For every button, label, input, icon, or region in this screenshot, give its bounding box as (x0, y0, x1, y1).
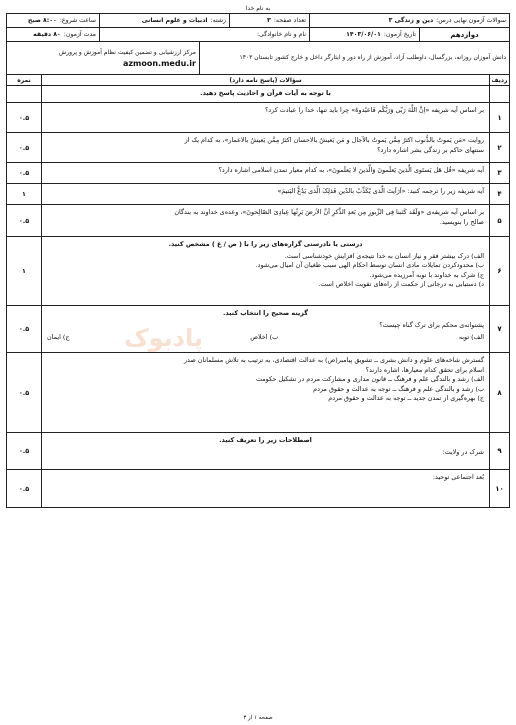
organization-website: azmoon.medu.ir (122, 58, 196, 68)
pages-label: تعداد صفحه: (273, 17, 306, 24)
questions-table-header (7, 75, 509, 86)
questions-body (7, 86, 509, 507)
question-number (489, 86, 509, 102)
answer-option[interactable]: ب) اخلاص (250, 333, 279, 341)
question-text-line: ج) بهره‌گیری از تمدن جدید ــ توجه به عدالت و حقوق مردم (328, 394, 484, 402)
section-instruction: درستی یا نادرستی گزاره‌های زیر را با ( ص / غ ) مشخص کنید. (168, 240, 363, 248)
question-text-line: پشتوانه‌ی محکم برای ترک گناه چیست؟ (379, 320, 484, 329)
question-text-line: سنتهای حاکم بر زندگی بشر اشاره دارد؟ (377, 145, 484, 154)
question-score: ۱ (22, 267, 26, 275)
question-number: ۸ (489, 353, 509, 432)
answer-option[interactable]: ج) ایمان (47, 333, 70, 341)
question-row (7, 133, 509, 163)
question-text-line: گسترش شاخه‌های علوم و دانش بشری ــ تشویق پیامبر(ص) به عدالت اقتصادی، به ترتیب به تلاش مسلمانان صدر (183, 356, 484, 364)
date-value: ۱۴۰۳/۰۶/۰۱ (346, 31, 381, 38)
question-row (7, 353, 509, 433)
answer-option[interactable]: الف) توبه (458, 333, 484, 341)
pages-value: ۳ (267, 17, 271, 24)
question-text-line: د) دستیابی به درجاتی از حکمت از راه‌های تقویت اخلاص است. (318, 280, 484, 288)
question-score: ۰.۵ (18, 447, 30, 455)
question-body (41, 86, 489, 102)
header-score: نمره (17, 76, 31, 84)
question-text-line: صالح را بنویسید. (439, 217, 484, 226)
question-row (7, 433, 509, 470)
question-row (7, 205, 509, 237)
field-cell (99, 14, 229, 27)
section-instruction: با توجه به آیات قرآن و احادیث پاسخ دهید. (200, 89, 331, 97)
header-row-2 (7, 28, 509, 42)
exam-description: دانش آموزان روزانه، بزرگسال، داوطلب آزاد، آموزش از راه دور و ایثارگر داخل و خارج کشور تابستان ۱۴۰۳ (199, 42, 509, 74)
bismillah-title: به نام خدا (245, 5, 271, 12)
question-row (7, 103, 509, 133)
question-body (41, 205, 489, 236)
question-text-line: آیه شریفه زیر را ترجمه کنید: «اَرَاَیتَ الَّذی یُکَذِّبُ بالدّین فَذلِکَ الَّذی یَدُعُّ الیَتیمَ» (277, 187, 484, 195)
question-row (7, 184, 509, 205)
question-score (7, 86, 41, 102)
exam-header (6, 13, 510, 75)
question-text-line: روایت «مَن یَموتُ بالذُّنوب اکثرُ مِمَّن یَموتُ بالآجال و مَن یَعیشُ بالاحسان اکثرُ مِمَّن یَعیشُ بالاعمار»، به کدام یک از (184, 136, 484, 144)
question-body (41, 433, 489, 469)
question-row (7, 163, 509, 184)
question-text-line: بر اساس آیه شریفه‌ی «وَلَقَد کَتَبنا فِی الزَّبورِ مِن بَعدِ الذِّکرِ اَنَّ الاَرضَ یَرِثُها عِبادِیَ الصّالِحونَ»، وعده‌ی خداوند به بندگان (174, 208, 484, 216)
page-footer: صفحه ۱ از ۳ (243, 715, 273, 721)
question-text-line: الف) رشد و بالندگی علم و فرهنگ ــ قانون مداری و مشارکت مردم در تشکیل حکومت (255, 375, 484, 383)
question-row (7, 237, 509, 306)
question-number: ۱ (489, 103, 509, 132)
grade-cell: دوازدهم (419, 28, 509, 41)
question-score: ۰.۵ (18, 388, 30, 397)
time-label: ساعت شروع: (59, 17, 96, 24)
name-label: نام و نام خانوادگی: (256, 31, 306, 38)
question-text-line: اسلام برای تحقق کدام معیارها، اشاره دارند؟ (365, 365, 484, 374)
question-body (41, 133, 489, 162)
question-number: ۴ (489, 184, 509, 204)
question-text-line: الف) درک بیشتر فقر و نیاز انسان به خدا نتیجه‌ی افزایش خودشناسی است. (284, 251, 484, 260)
answer-options (47, 333, 484, 343)
question-score: ۰.۵ (18, 169, 30, 177)
course-cell (309, 14, 509, 27)
header-row-3 (7, 42, 509, 74)
question-text-line: ج) شرک به خداوند با توبه آمرزیده می‌شود. (369, 270, 484, 279)
question-body (41, 470, 489, 507)
question-score: ۰.۵ (18, 216, 30, 225)
question-number: ۷ (489, 306, 509, 352)
section-instruction: گزینه صحیح را انتخاب کنید. (222, 309, 309, 317)
organization-name: مرکز ارزشیابی و تضمین کیفیت نظام آموزش و پرورش (58, 48, 196, 56)
section-instruction: اصطلاحات زیر را تعریف کنید. (219, 436, 312, 444)
duration-cell (7, 28, 99, 41)
question-score: ۰.۵ (18, 143, 30, 152)
question-number: ۶ (489, 237, 509, 305)
question-text-line: بُعد اجتماعی توحید: (432, 473, 484, 481)
question-number: ۹ (489, 433, 509, 469)
field-label: رشته: (210, 17, 226, 24)
question-text-line: ب) رشد و بالندگی علم و فرهنگ ــ توجه به عدالت و حقوق مردم (313, 384, 484, 393)
question-body (41, 103, 489, 132)
date-label: تاریخ آزمون: (383, 31, 416, 38)
field-value: ادبیات و علوم انسانی (141, 17, 208, 24)
name-cell (99, 28, 309, 41)
header-questions: سؤالات (پاسخ نامه دارد) (41, 75, 489, 85)
header-row-1 (7, 14, 509, 28)
time-value: ۸:۰۰ صبح (27, 17, 57, 24)
question-number: ۳ (489, 163, 509, 183)
duration-value: ۸۰ دقیقه (33, 31, 61, 38)
question-score: ۰.۵ (18, 113, 30, 122)
time-cell (7, 14, 99, 27)
question-body (41, 163, 489, 183)
question-score: ۰.۵ (18, 484, 30, 493)
exam-page (6, 4, 510, 721)
question-text-line: بر اساس آیه شریفه «اِنَّ اللَّهَ رَبّی وَرَبُّکُم فَاعبُدوهُ» چرا باید تنها، خدا را عبادت کرد؟ (264, 106, 484, 114)
question-score: ۱ (22, 190, 26, 198)
question-row (7, 306, 509, 353)
question-number: ۱۰ (489, 470, 509, 507)
question-text-line: شرک در ولایت: (442, 447, 484, 456)
question-row (7, 86, 509, 103)
questions-table (6, 75, 510, 508)
question-score: ۰.۵ (18, 325, 30, 333)
question-text-line: آیه شریفه «قُل هَل یَستَوی الَّذینَ یَعلَمونَ وَالَّذینَ لا یَعلَمونَ»، به کدام معیار تمدن اسلامی اشاره دارد؟ (218, 166, 484, 174)
course-value: دین و زندگی ۳ (388, 17, 434, 24)
watermark-text: پادبوک (124, 324, 203, 352)
question-body (41, 353, 489, 432)
question-body (41, 306, 489, 352)
question-number: ۵ (489, 205, 509, 236)
duration-label: مدت آزمون: (63, 31, 96, 38)
header-row-number: ردیف (489, 75, 509, 85)
organization-cell (7, 42, 199, 74)
question-number: ۲ (489, 133, 509, 162)
question-text-line: ب) محدودکردن تمایلات مادی انسان توسط احکام الهی سبب طغیان آن امیال می‌شود. (255, 261, 484, 269)
course-label: سوالات آزمون نهایی درس: (436, 17, 506, 24)
pages-cell (229, 14, 309, 27)
question-row (7, 470, 509, 507)
date-cell (309, 28, 419, 41)
question-body (41, 184, 489, 204)
question-body (41, 237, 489, 305)
